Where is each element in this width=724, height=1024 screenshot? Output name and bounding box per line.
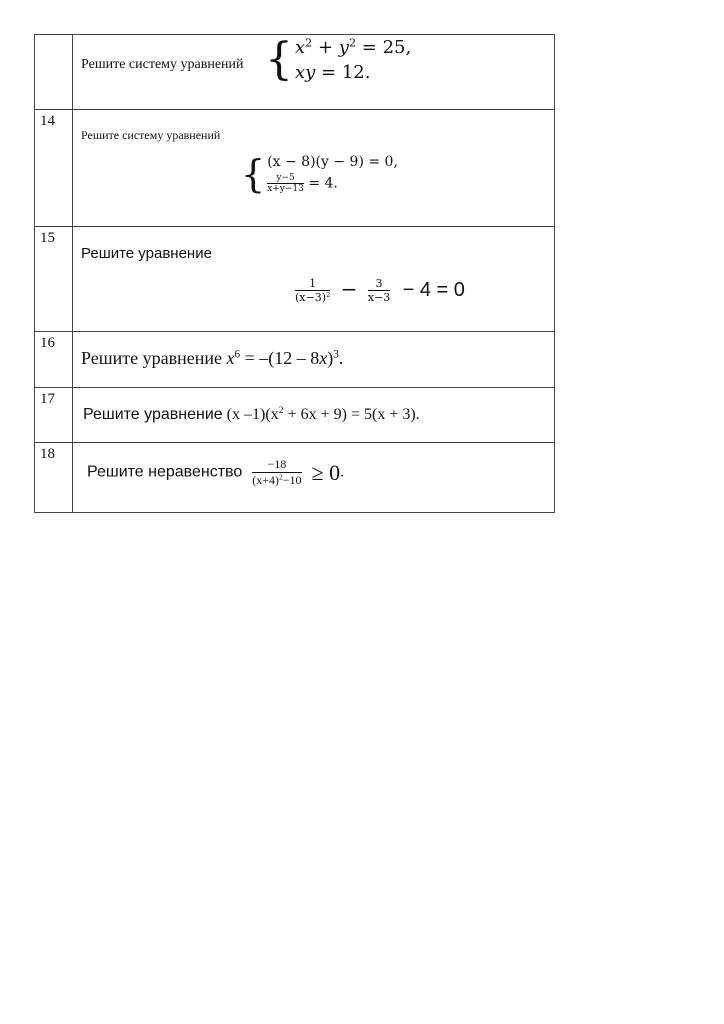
task-label: Решите неравенство bbox=[87, 463, 243, 481]
task-label: Решите уравнение bbox=[81, 348, 222, 368]
task-number bbox=[35, 35, 73, 110]
fraction: $\frac{-18}{(x+4)^2-10}$ bbox=[252, 457, 302, 487]
task-number: 15 bbox=[35, 227, 73, 332]
system-equation-1: $x^2 + y^2 = 25$, bbox=[295, 36, 412, 58]
task-row bbox=[35, 388, 555, 443]
system-equation-1: (x − 8)(y − 9) = 0, bbox=[267, 154, 398, 170]
fraction: $\frac{1}{(x-3)^2}$ bbox=[295, 277, 331, 304]
task-number: 16 bbox=[35, 332, 73, 388]
equation: $\frac{1}{(x-3)^2}$ − $\frac{3}{x-3}$ − 4 = 0 bbox=[295, 277, 465, 304]
task-body bbox=[73, 227, 555, 332]
task-body bbox=[73, 388, 555, 443]
task-label: Решите систему уравнений bbox=[81, 57, 244, 72]
task-label: Решите уравнение bbox=[83, 406, 223, 423]
system-equation-2: $\frac{y-5}{x+y-13}$ = 4. bbox=[267, 173, 338, 194]
task-statement: Решите уравнение $x^6 = -(12 - 8x)^3$. bbox=[81, 348, 344, 368]
task-label: Решите систему уравнений bbox=[81, 128, 221, 142]
task-row bbox=[35, 332, 555, 388]
task-body bbox=[73, 443, 555, 513]
task-row bbox=[35, 110, 555, 227]
task-statement: Решите уравнение (x $-1)(x^2 + 6x + 9) = 5(x + 3)$. bbox=[83, 405, 420, 423]
task-row bbox=[35, 443, 555, 513]
task-row bbox=[35, 35, 555, 110]
system-equation-2: xy = 12. bbox=[295, 62, 371, 83]
fraction: $\frac{y-5}{x+y-13}$ bbox=[267, 173, 304, 194]
task-label: Решите уравнение bbox=[81, 245, 212, 262]
task-body bbox=[73, 332, 555, 388]
task-number: 18 bbox=[35, 443, 73, 513]
tasks-table bbox=[34, 34, 555, 513]
task-body bbox=[73, 35, 555, 110]
task-row bbox=[35, 227, 555, 332]
equation-system bbox=[265, 34, 412, 85]
brace-icon: { bbox=[241, 152, 266, 196]
fraction: $\frac{3}{x-3}$ bbox=[367, 277, 391, 304]
task-number: 17 bbox=[35, 388, 73, 443]
task-number: 14 bbox=[35, 110, 73, 227]
brace-icon: { bbox=[265, 34, 293, 85]
task-statement: Решите неравенство $\frac{-18}{(x+4)^2-10}$ ≥ 0. bbox=[87, 457, 345, 487]
task-body bbox=[73, 110, 555, 227]
equation-system bbox=[241, 154, 398, 194]
